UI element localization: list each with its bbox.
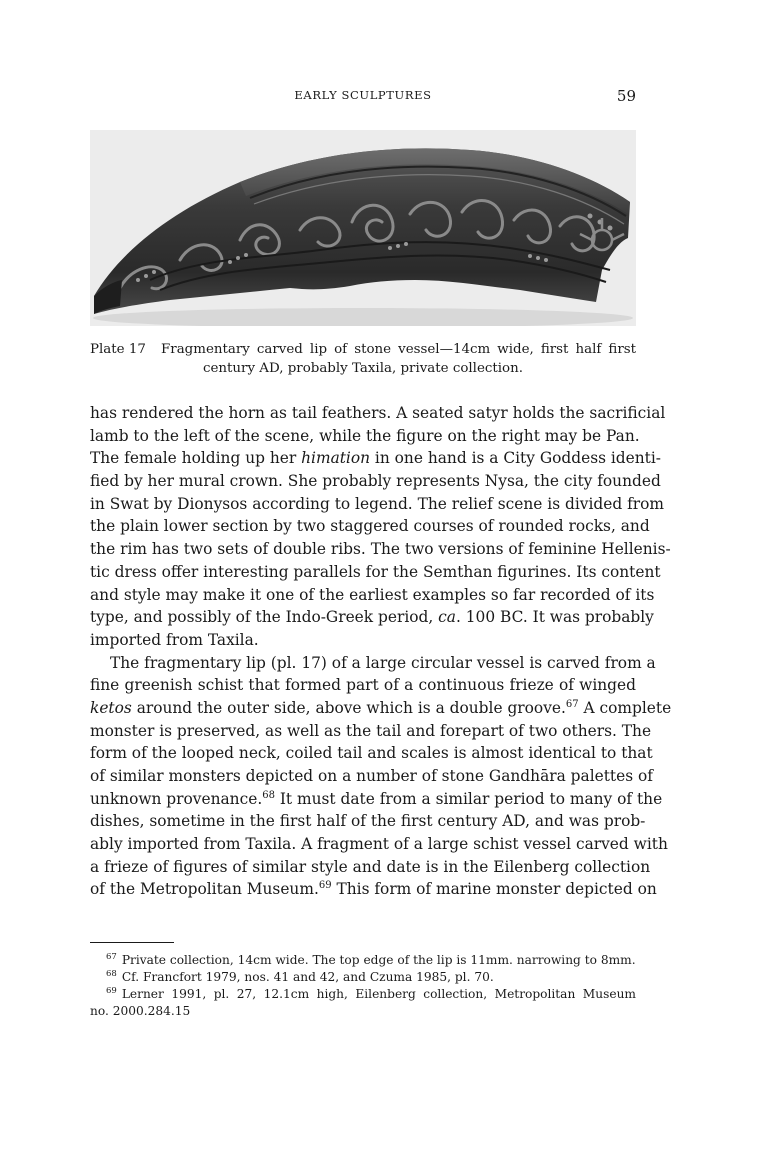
footnote: $^{68}$ Cf. Francfort 1979, nos. 41 and 42, and Czuma 1985, pl. 70.	[106, 969, 494, 984]
italic-term: himation	[301, 449, 371, 468]
footnote-number: 67	[106, 952, 117, 962]
text-line: and style may make it one of the earliest examples so far recorded of its	[90, 585, 655, 604]
italic-term: ketos	[90, 698, 132, 717]
text-line: of similar monsters depicted on a number of stone Gandhāra palettes of	[90, 767, 653, 785]
text-line: The fragmentary lip (pl. 17) of a large circular vessel is carved from a	[110, 653, 656, 672]
text-line: monster is preserved, as well as the tail and forepart of two others. The	[90, 721, 652, 740]
page-number: 59	[616, 87, 636, 105]
text-line: imported from Taxila.	[90, 630, 259, 649]
text-line: fine greenish schist that formed part of a continuous frieze of winged	[90, 676, 636, 695]
text-line: ketos around the outer side, above which is a double groove.$^{67}$ A complete	[90, 698, 672, 717]
footnote: $^{69}$ Lerner 1991, pl. 27, 12.1cm high, Eilenberg collection, Metropolitan Museum	[106, 986, 636, 1001]
text-line: has rendered the horn as tail feathers. A seated satyr holds the sacrificial	[90, 404, 666, 422]
footnote-continuation: no. 2000.284.15	[90, 1004, 191, 1018]
text-line: dishes, sometime in the first half of the first century AD, and was prob-	[90, 812, 646, 831]
caption-line: Fragmentary carved lip of stone vessel—14cm wide, first half first	[161, 342, 636, 357]
text-line: the plain lower section by two staggered courses of rounded rocks, and	[90, 517, 650, 536]
text-line: The female holding up her himation in one hand is a City Goddess identi-	[90, 449, 661, 468]
text-line: form of the looped neck, coiled tail and scales is almost identical to that	[90, 744, 653, 763]
text-line: lamb to the left of the scene, while the figure on the right may be Pan.	[90, 426, 640, 445]
text-line: of the Metropolitan Museum.$^{69}$ This form of marine monster depicted on	[90, 880, 657, 899]
text-line: in Swat by Dionysos according to legend. The relief scene is divided from	[90, 494, 665, 513]
footnotes	[90, 952, 636, 1020]
text-line: a frieze of figures of similar style and date is in the Eilenberg collection	[90, 857, 651, 876]
footnote-number: 68	[106, 969, 117, 979]
body-text	[90, 402, 672, 901]
text-line: ably imported from Taxila. A fragment of a large schist vessel carved with	[90, 835, 668, 854]
footnote: $^{67}$ Private collection, 14cm wide. The top edge of the lip is 11mm. narrowing to 8mm.	[106, 952, 636, 967]
plate-label: Plate 17	[90, 342, 146, 357]
footnote-number: 69	[106, 986, 117, 996]
text-line: unknown provenance.$^{68}$ It must date from a similar period to many of the	[90, 789, 663, 808]
footnote-ref[interactable]: 69	[318, 880, 332, 892]
caption-line: century AD, probably Taxila, private collection.	[203, 361, 523, 376]
footnote-ref[interactable]: 68	[262, 789, 275, 801]
running-title: EARLY SCULPTURES	[294, 88, 432, 102]
text-line: type, and possibly of the Indo-Greek period, ca. 100 BC. It was probably	[90, 608, 654, 627]
footnote-divider	[90, 942, 174, 943]
text-line: fied by her mural crown. She probably represents Nysa, the city founded	[90, 472, 661, 491]
italic-term: ca	[438, 608, 456, 627]
footnote-ref[interactable]: 67	[565, 698, 579, 710]
plate-photograph	[90, 130, 636, 326]
text-line: the rim has two sets of double ribs. The two versions of feminine Hellenis-	[90, 540, 671, 559]
text-line: tic dress offer interesting parallels for the Semthan figurines. Its content	[90, 562, 661, 581]
running-head	[90, 88, 636, 104]
